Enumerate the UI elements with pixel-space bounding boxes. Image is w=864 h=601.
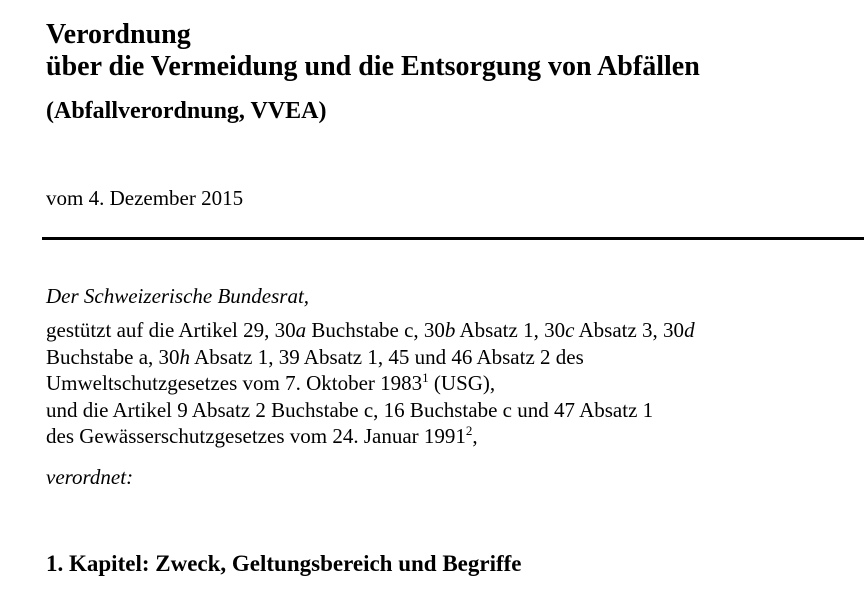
preamble-letter: a <box>295 318 307 342</box>
preamble <box>46 317 856 450</box>
preamble-letter: d <box>684 318 695 342</box>
preamble-line-4 <box>46 397 856 424</box>
preamble-line-2 <box>46 344 856 371</box>
preamble-text: Umweltschutzgesetzes vom 7. Oktober 1983 <box>46 371 423 395</box>
preamble-text: des Gewässerschutzgesetzes vom 24. Januar 1991 <box>46 424 466 448</box>
preamble-letter: c <box>565 318 575 342</box>
short-title: (Abfallverordnung, VVEA) <box>46 98 327 124</box>
horizontal-rule <box>42 237 864 240</box>
enacting-verb: verordnet: <box>46 465 134 489</box>
chapter-heading: 1. Kapitel: Zweck, Geltungsbereich und Begriffe <box>46 551 522 576</box>
preamble-text: und die Artikel 9 Absatz 2 Buchstabe c, 16 Buchstabe c und 47 Absatz 1 <box>46 397 654 422</box>
preamble-text: Buchstabe a, 30 <box>46 344 180 369</box>
preamble-line-1 <box>46 317 856 344</box>
preamble-line-5 <box>46 423 856 450</box>
issuing-authority: Der Schweizerische Bundesrat, <box>46 284 310 308</box>
enactment-date: vom 4. Dezember 2015 <box>46 186 244 210</box>
preamble-line-3 <box>46 370 856 397</box>
preamble-text: Absatz 1, 30 <box>455 318 566 342</box>
preamble-letter: b <box>444 318 456 342</box>
footnote-ref-1[interactable]: 1 <box>422 370 429 385</box>
document-title <box>46 19 856 83</box>
preamble-text: (USG), <box>428 371 496 395</box>
title-line-2: über die Vermeidung und die Entsorgung von Abfällen <box>46 51 700 82</box>
preamble-text: Absatz 1, 39 Absatz 1, 45 und 46 Absatz 2 des <box>190 344 584 369</box>
preamble-letter: h <box>179 344 191 369</box>
preamble-text: Buchstabe c, 30 <box>306 318 445 342</box>
preamble-text: Absatz 3, 30 <box>574 318 685 342</box>
title-line-1: Verordnung <box>46 19 191 50</box>
footnote-ref-2[interactable]: 2 <box>465 423 473 438</box>
preamble-text: , <box>472 424 478 448</box>
preamble-text: gestützt auf die Artikel 29, 30 <box>46 318 296 342</box>
